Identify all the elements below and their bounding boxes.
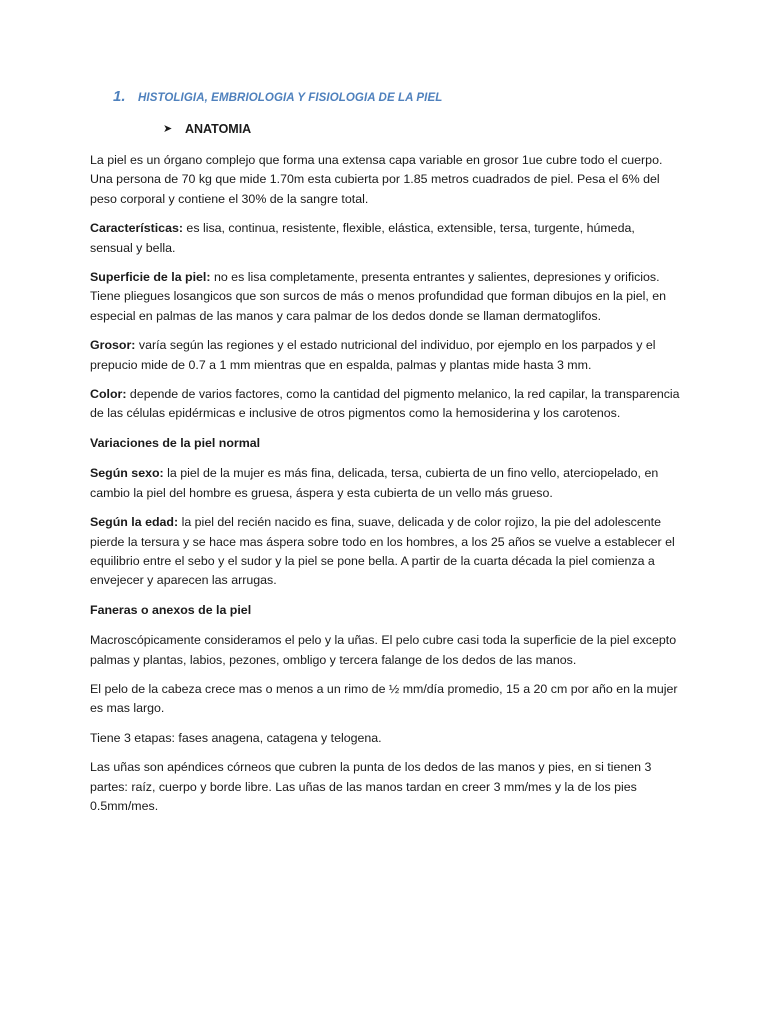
- paragraph-color: [90, 385, 680, 424]
- variaciones-heading: [90, 434, 680, 453]
- paragraph-intro: La piel es un órgano complejo que forma una extensa capa variable en grosor 1ue cubre todo el cuerpo. Una persona de 70 kg que mide 1.70m esta cubierta por 1.85 metros cuadrados de piel. Pesa el 6% del peso corporal y contiene el 30% de la sangre total.: [90, 153, 663, 206]
- faneras-heading-text: Faneras o anexos de la piel: [90, 602, 252, 617]
- sexo-label: Según sexo:: [90, 466, 164, 481]
- section-heading: [113, 88, 680, 105]
- paragraph-superficie: [90, 268, 680, 326]
- superficie-label: Superficie de la piel:: [90, 270, 211, 285]
- caracteristicas-text: es lisa, continua, resistente, flexible, elástica, extensible, tersa, turgente, húmeda, sensual y bella.: [90, 221, 635, 255]
- superficie-text: no es lisa completamente, presenta entrantes y salientes, depresiones y orificios. Tiene pliegues losangicos que son surcos de más o menos profundidad que forman dibujos en la piel, en especial en palmas de las manos y cara palmar de los dedos donde se llaman dermatoglifos.: [90, 270, 667, 323]
- sexo-text: la piel de la mujer es más fina, delicada, tersa, cubierta de un fino vello, aterciopelado, en cambio la piel del hombre es gruesa, áspera y esta cubierta de un vello más grueso.: [90, 466, 659, 500]
- paragraph-etapas: Tiene 3 etapas: fases anagena, catagena y telogena.: [90, 730, 382, 745]
- subsection-label: ANATOMIA: [185, 122, 252, 136]
- paragraph-grosor: [90, 336, 680, 375]
- edad-text: la piel del recién nacido es fina, suave, delicada y de color rojizo, la pie del adolescente pierde la tersura y se hace mas áspera sobre todo en los hombres, a los 25 años se vuelve a establecer el equilibrio entre el sebo y el sudor y la piel se pone bella. A partir de la cuarta década la piel comienza a envejecer y aparecen las arrugas.: [90, 515, 675, 588]
- paragraph-sexo: [90, 464, 680, 503]
- grosor-label: Grosor:: [90, 338, 136, 353]
- color-text: depende de varios factores, como la cantidad del pigmento melanico, la red capilar, la transparencia de las células epidérmicas e inclusive de otros pigmentos como la hemosiderina y los carotenos.: [90, 387, 680, 421]
- heading-title: HISTOLIGIA, EMBRIOLOGIA Y FISIOLOGIA DE LA PIEL: [138, 92, 443, 104]
- document-page: [90, 88, 680, 826]
- heading-number: 1.: [113, 88, 126, 105]
- arrow-bullet-icon: ➤: [163, 122, 173, 135]
- paragraph-unas: Las uñas son apéndices córneos que cubren la punta de los dedos de las manos y pies, en si tienen 3 partes: raíz, cuerpo y borde libre. Las uñas de las manos tardan en creer 3 mm/mes y la de los pies 0.5mm/mes.: [90, 760, 652, 813]
- paragraph-caracteristicas: [90, 219, 680, 258]
- subsection-bullet: [163, 122, 680, 136]
- edad-label: Según la edad:: [90, 515, 179, 530]
- paragraph-pelo-cabeza: El pelo de la cabeza crece mas o menos a un rimo de ½ mm/día promedio, 15 a 20 cm por año en la mujer es mas largo.: [90, 681, 678, 716]
- variaciones-heading-text: Variaciones de la piel normal: [90, 435, 261, 450]
- faneras-heading: [90, 601, 680, 620]
- grosor-text: varía según las regiones y el estado nutricional del individuo, por ejemplo en los parpados y el prepucio mide de 0.7 a 1 mm mientras que en espalda, palmas y plantas mide hasta 3 mm.: [90, 338, 656, 372]
- caracteristicas-label: Características:: [90, 221, 183, 236]
- paragraph-edad: [90, 513, 680, 591]
- color-label: Color:: [90, 387, 127, 402]
- paragraph-macroscopicamente: Macroscópicamente consideramos el pelo y la uñas. El pelo cubre casi toda la superficie de la piel excepto palmas y plantas, labios, pezones, ombligo y tercera falange de los dedos de las manos.: [90, 633, 677, 667]
